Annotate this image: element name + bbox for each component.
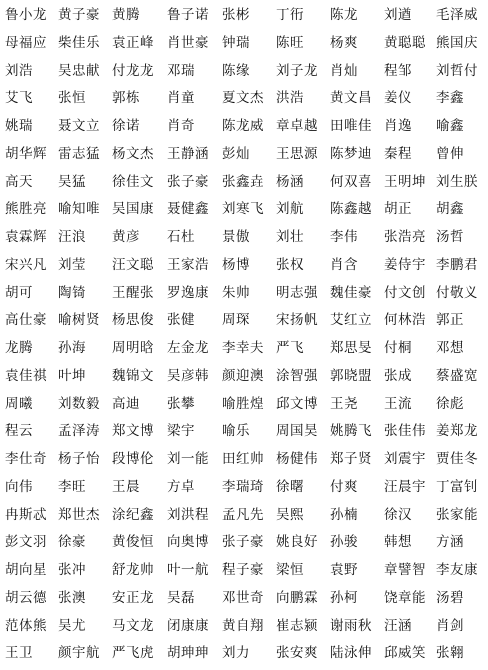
name-cell: 袁正峰	[112, 34, 154, 51]
name-cell: 杨涵	[276, 173, 304, 190]
name-row	[0, 558, 488, 584]
name-cell: 肖世豪	[167, 34, 209, 51]
name-cell: 何林浩	[384, 312, 426, 329]
name-cell: 陶锜	[58, 284, 86, 301]
name-cell: 宋扬帆	[276, 312, 318, 329]
name-cell: 付桐	[384, 340, 412, 356]
name-cell: 彭文羽	[5, 534, 47, 551]
name-cell: 程子豪	[222, 562, 264, 578]
name-cell: 向鹏霖	[276, 589, 318, 606]
name-cell: 付敬义	[436, 284, 478, 301]
name-row	[0, 281, 488, 307]
name-cell: 贾佳冬	[436, 451, 478, 467]
name-cell: 丁富钊	[436, 478, 478, 495]
name-cell: 袁佳祺	[5, 367, 47, 384]
name-cell: 黄子豪	[58, 7, 100, 23]
name-row	[0, 475, 488, 501]
name-cell: 黄彦	[112, 229, 140, 245]
name-cell: 鲁子诺	[167, 7, 209, 23]
name-cell: 胡鑫	[436, 201, 464, 218]
name-cell: 李旺	[58, 478, 86, 495]
name-cell: 王家浩	[167, 256, 209, 273]
name-cell: 付文创	[384, 284, 426, 301]
name-cell: 黄俊恒	[112, 534, 154, 551]
name-cell: 吴国康	[112, 201, 154, 218]
name-cell: 方涵	[436, 534, 464, 551]
name-cell: 王静涵	[167, 145, 209, 162]
name-row	[0, 614, 488, 640]
name-cell: 肖剑	[436, 617, 464, 634]
name-row	[0, 641, 488, 667]
name-cell: 袁霖辉	[5, 229, 47, 245]
name-cell: 安正龙	[112, 589, 154, 606]
name-cell: 范体熊	[5, 617, 47, 634]
name-cell: 汪文聪	[112, 256, 154, 273]
name-cell: 徐诺	[112, 118, 140, 134]
name-cell: 向奥博	[167, 534, 209, 551]
name-cell: 刘哲付	[436, 62, 478, 79]
name-cell: 徐豪	[58, 534, 86, 551]
name-cell: 李鑫	[436, 90, 464, 107]
name-cell: 郭正	[436, 312, 464, 329]
name-cell: 刘震宇	[384, 451, 426, 467]
name-cell: 马文龙	[112, 617, 154, 634]
name-cell: 李瑞琦	[222, 478, 264, 495]
name-cell: 王尧	[330, 395, 358, 412]
name-cell: 刘寒飞	[222, 201, 264, 218]
name-cell: 艾飞	[5, 90, 33, 107]
name-cell: 张家能	[436, 506, 478, 523]
name-row	[0, 253, 488, 279]
name-cell: 肖灿	[330, 62, 358, 79]
name-cell: 景傲	[222, 229, 250, 245]
name-cell: 徐佳文	[112, 173, 154, 190]
name-cell: 周琛	[222, 312, 250, 329]
name-cell: 杨博	[222, 256, 250, 273]
name-cell: 郑思旻	[330, 340, 372, 356]
name-cell: 喻乐	[222, 423, 250, 440]
name-cell: 严飞虎	[112, 645, 154, 662]
name-cell: 黄聪聪	[384, 34, 426, 51]
name-cell: 刘莹	[58, 256, 86, 273]
name-row	[0, 86, 488, 112]
name-cell: 田唯佳	[330, 118, 372, 134]
name-cell: 左金龙	[167, 340, 209, 356]
name-cell: 王明坤	[384, 173, 426, 190]
name-cell: 孙楠	[330, 506, 358, 523]
name-cell: 刘力	[222, 645, 250, 662]
name-cell: 喻知唯	[58, 201, 100, 218]
name-cell: 陈龙	[330, 7, 358, 23]
name-cell: 熊国庆	[436, 34, 478, 51]
name-cell: 张冲	[58, 562, 86, 578]
name-row	[0, 3, 488, 29]
name-cell: 吴彦韩	[167, 367, 209, 384]
name-cell: 徐彪	[436, 395, 464, 412]
name-cell: 姜侍宇	[384, 256, 426, 273]
name-cell: 肖含	[330, 256, 358, 273]
name-cell: 肖奇	[167, 118, 195, 134]
name-cell: 徐曙	[276, 478, 304, 495]
name-cell: 严飞	[276, 340, 304, 356]
name-cell: 柴佳乐	[58, 34, 100, 51]
name-cell: 熊胜亮	[5, 201, 47, 218]
name-cell: 张子豪	[167, 173, 209, 190]
name-cell: 姚腾飞	[330, 423, 372, 440]
name-cell: 向伟	[5, 478, 33, 495]
name-cell: 刘生朕	[436, 173, 478, 190]
name-cell: 罗逸康	[167, 284, 209, 301]
name-cell: 闭康康	[167, 617, 209, 634]
name-cell: 陈旺	[276, 34, 304, 51]
name-cell: 杨健伟	[276, 451, 318, 467]
name-cell: 舒龙帅	[112, 562, 154, 578]
name-cell: 聂文立	[58, 118, 100, 134]
name-cell: 徐汉	[384, 506, 412, 523]
name-cell: 周明晗	[112, 340, 154, 356]
name-cell: 邱文博	[276, 395, 318, 412]
name-cell: 郭晓盟	[330, 367, 372, 384]
name-cell: 谢雨秋	[330, 617, 372, 634]
name-cell: 刘一能	[167, 451, 209, 467]
name-cell: 邓瑞	[167, 62, 195, 79]
name-cell: 袁野	[330, 562, 358, 578]
name-cell: 饶章能	[384, 589, 426, 606]
name-cell: 张攀	[167, 395, 195, 412]
name-cell: 周曦	[5, 395, 33, 412]
name-cell: 姜郑龙	[436, 423, 478, 440]
name-cell: 刘洪程	[167, 506, 209, 523]
name-cell: 张成	[384, 367, 412, 384]
name-cell: 丁衎	[276, 7, 304, 23]
name-cell: 喻胜煌	[222, 395, 264, 412]
name-cell: 肖童	[167, 90, 195, 107]
name-cell: 王卫	[5, 645, 33, 662]
name-cell: 程邹	[384, 62, 412, 79]
name-cell: 黄自翔	[222, 617, 264, 634]
name-row	[0, 59, 488, 85]
name-cell: 朱帅	[222, 284, 250, 301]
name-cell: 杨思俊	[112, 312, 154, 329]
name-cell: 陈鑫越	[330, 201, 372, 218]
name-cell: 吴磊	[167, 589, 195, 606]
name-row	[0, 419, 488, 445]
name-cell: 邱威笑	[384, 645, 426, 662]
name-cell: 艾红立	[330, 312, 372, 329]
name-row	[0, 503, 488, 529]
name-cell: 黄文昌	[330, 90, 372, 107]
name-row	[0, 308, 488, 334]
name-cell: 李仕奇	[5, 451, 47, 467]
name-cell: 雷志猛	[58, 145, 100, 162]
name-cell: 胡正	[384, 201, 412, 218]
name-cell: 张恒	[58, 90, 86, 107]
name-cell: 孙柯	[330, 589, 358, 606]
name-cell: 陈缘	[222, 62, 250, 79]
name-cell: 胡华辉	[5, 145, 47, 162]
name-cell: 张浩亮	[384, 229, 426, 245]
name-cell: 方卓	[167, 478, 195, 495]
name-cell: 刘遒	[384, 7, 412, 23]
name-cell: 程云	[5, 423, 33, 440]
name-cell: 吴猛	[58, 173, 86, 190]
name-cell: 杨子怡	[58, 451, 100, 467]
name-cell: 张子豪	[222, 534, 264, 551]
name-cell: 何双喜	[330, 173, 372, 190]
name-cell: 明志强	[276, 284, 318, 301]
name-cell: 王流	[384, 395, 412, 412]
name-cell: 王思源	[276, 145, 318, 162]
name-cell: 曾伸	[436, 145, 464, 162]
name-cell: 梁恒	[276, 562, 304, 578]
name-cell: 夏文杰	[222, 90, 264, 107]
name-cell: 魏锦文	[112, 367, 154, 384]
name-cell: 陈梦迪	[330, 145, 372, 162]
name-cell: 洪浩	[276, 90, 304, 107]
name-cell: 张安爽	[276, 645, 318, 662]
name-cell: 周国昊	[276, 423, 318, 440]
name-cell: 梁宇	[167, 423, 195, 440]
name-cell: 付爽	[330, 478, 358, 495]
name-cell: 叶一航	[167, 562, 209, 578]
name-cell: 颜宇航	[58, 645, 100, 662]
name-cell: 涂智强	[276, 367, 318, 384]
name-cell: 陈龙威	[222, 118, 264, 134]
name-cell: 付龙龙	[112, 62, 154, 79]
name-cell: 吴熙	[276, 506, 304, 523]
name-cell: 孙骏	[330, 534, 358, 551]
name-cell: 杨文杰	[112, 145, 154, 162]
name-row	[0, 336, 488, 362]
name-cell: 高仕豪	[5, 312, 47, 329]
name-cell: 胡云德	[5, 589, 47, 606]
name-cell: 邓世奇	[222, 589, 264, 606]
name-cell: 钟瑞	[222, 34, 250, 51]
name-cell: 吴尤	[58, 617, 86, 634]
name-cell: 石杜	[167, 229, 195, 245]
name-row	[0, 392, 488, 418]
name-cell: 崔志颍	[276, 617, 318, 634]
name-cell: 张权	[276, 256, 304, 273]
name-row	[0, 142, 488, 168]
name-cell: 蔡盛宽	[436, 367, 478, 384]
name-cell: 邓想	[436, 340, 464, 356]
name-cell: 汪晨宇	[384, 478, 426, 495]
name-cell: 姚良好	[276, 534, 318, 551]
name-cell: 郑子贤	[330, 451, 372, 467]
name-cell: 韩想	[384, 534, 412, 551]
name-row	[0, 114, 488, 140]
name-cell: 汪涵	[384, 617, 412, 634]
name-cell: 李鹏君	[436, 256, 478, 273]
name-cell: 郭栋	[112, 90, 140, 107]
name-cell: 胡可	[5, 284, 33, 301]
name-cell: 田红帅	[222, 451, 264, 467]
name-cell: 陆泳伸	[330, 645, 372, 662]
name-cell: 颜迎澳	[222, 367, 264, 384]
name-cell: 姚瑞	[5, 118, 33, 134]
name-cell: 龙腾	[5, 340, 33, 356]
name-cell: 刘数毅	[58, 395, 100, 412]
name-cell: 毛泽威	[436, 7, 478, 23]
name-cell: 鲁小龙	[5, 7, 47, 23]
name-cell: 郑世杰	[58, 506, 100, 523]
name-cell: 孙海	[58, 340, 86, 356]
name-cell: 刘子龙	[276, 62, 318, 79]
name-cell: 涂纪鑫	[112, 506, 154, 523]
name-cell: 王晨	[112, 478, 140, 495]
name-row	[0, 586, 488, 612]
name-cell: 张鑫垚	[222, 173, 264, 190]
name-cell: 王醒张	[112, 284, 154, 301]
name-cell: 高迪	[112, 395, 140, 412]
name-cell: 彭灿	[222, 145, 250, 162]
name-cell: 汪浪	[58, 229, 86, 245]
name-cell: 李幸夫	[222, 340, 264, 356]
name-cell: 喻鑫	[436, 118, 464, 134]
name-cell: 冉斯忒	[5, 506, 47, 523]
name-cell: 汤碧	[436, 589, 464, 606]
name-cell: 张佳伟	[384, 423, 426, 440]
name-cell: 姜仪	[384, 90, 412, 107]
name-cell: 肖逸	[384, 118, 412, 134]
name-cell: 张翱	[436, 645, 464, 662]
name-cell: 胡向星	[5, 562, 47, 578]
name-cell: 喻树贤	[58, 312, 100, 329]
name-row	[0, 31, 488, 57]
name-cell: 李伟	[330, 229, 358, 245]
name-cell: 宋兴凡	[5, 256, 47, 273]
name-cell: 章譬智	[384, 562, 426, 578]
name-cell: 吴忠献	[58, 62, 100, 79]
name-cell: 张彬	[222, 7, 250, 23]
name-cell: 高天	[5, 173, 33, 190]
name-cell: 叶坤	[58, 367, 86, 384]
name-cell: 聂健鑫	[167, 201, 209, 218]
name-cell: 黄腾	[112, 7, 140, 23]
name-cell: 郑文博	[112, 423, 154, 440]
name-cell: 刘壮	[276, 229, 304, 245]
name-cell: 段博伦	[112, 451, 154, 467]
name-row	[0, 170, 488, 196]
name-cell: 胡珅珅	[167, 645, 209, 662]
name-cell: 秦程	[384, 145, 412, 162]
name-cell: 杨爽	[330, 34, 358, 51]
name-cell: 刘浩	[5, 62, 33, 79]
name-row	[0, 225, 488, 251]
name-cell: 孟凡先	[222, 506, 264, 523]
name-cell: 刘航	[276, 201, 304, 218]
name-cell: 李友康	[436, 562, 478, 578]
name-cell: 张澳	[58, 589, 86, 606]
name-row	[0, 364, 488, 390]
name-cell: 母福应	[5, 34, 47, 51]
name-row	[0, 530, 488, 556]
name-cell: 张健	[167, 312, 195, 329]
name-cell: 汤哲	[436, 229, 464, 245]
name-row	[0, 197, 488, 223]
name-cell: 章卓越	[276, 118, 318, 134]
name-cell: 孟泽涛	[58, 423, 100, 440]
name-row	[0, 447, 488, 473]
name-cell: 魏佳豪	[330, 284, 372, 301]
